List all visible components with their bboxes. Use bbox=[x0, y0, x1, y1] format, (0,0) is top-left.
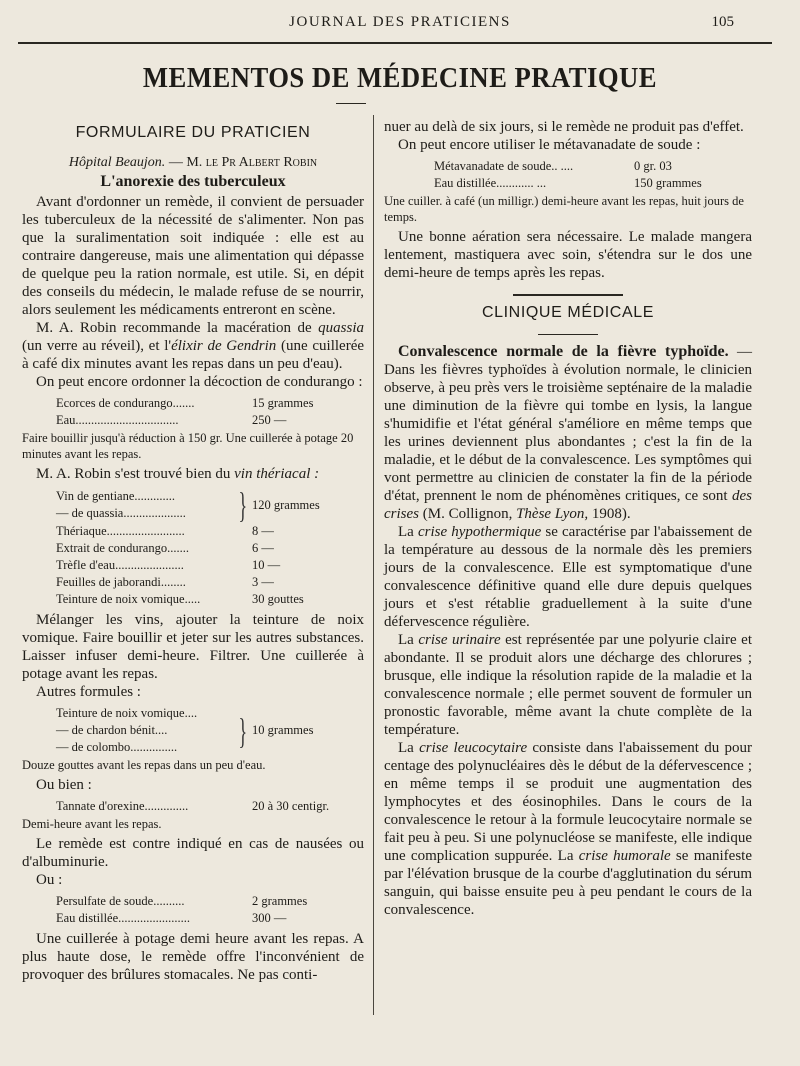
recipe-metavanadate bbox=[384, 158, 752, 225]
recipe-row: Ecorces de condurango....... 15 grammes bbox=[56, 396, 314, 410]
section-divider bbox=[513, 294, 623, 296]
recipe-row: Eau................................. 250 — bbox=[56, 413, 287, 427]
recipe-noix-vomique bbox=[22, 705, 364, 773]
page-header bbox=[0, 14, 800, 36]
recipe-row: Extrait de condurango....... 6 — bbox=[56, 541, 274, 555]
paragraph: Une bonne aération sera nécessaire. Le malade mangera lentement, mastiquera avec soin, s'étendra sur le dos une demi-heure de temps après les repas. bbox=[384, 229, 752, 281]
paragraph: La crise leucocytaire consiste dans l'abaissement du pour centage des polynucléaires dès le début de la défervescence ; en même temps il se produit une augmentation des lymphocytes et des éosinophiles. Dans le cours de la convalescence le retour à la formule leucocytaire normale se fait peu à peu. Si une polynucléose se manifeste, elle indique une complication suppurée. La crise humorale se manifeste par l'élévation brusque de la courbe d'agglutination du sérum sanguin, qui baisse ensuite peu à peu pendant le cours de la convalescence. bbox=[384, 740, 753, 918]
recipe-row: Trèfle d'eau...................... 10 — bbox=[56, 558, 281, 572]
article-source bbox=[22, 154, 364, 172]
recipe-row: Feuilles de jaborandi........ 3 — bbox=[56, 575, 274, 589]
recipe-note: Douze gouttes avant les repas dans un peu d'eau. bbox=[22, 758, 266, 772]
paragraph: La crise urinaire est représentée par une polyurie claire et abondante. Il se produit alors une décharge des chlorures ; brusque, elle indique la résolution rapide de la maladie et la convalescence normale ; elle permet souvent de formuler un pronostic favorable, même avant la chute complète de la température. bbox=[384, 632, 752, 738]
paragraph: On peut encore utiliser le métavanadate de soude : bbox=[398, 137, 701, 153]
column-separator bbox=[373, 115, 374, 1015]
paragraph: Convalescence normale de la fièvre typhoïde. — Dans les fièvres typhoïdes à évolution normale, le clinicien observe, à peu près vers le troisième septénaire de la maladie une diminution de la fièvre qui tombe en lysis, la langue s'humidifie et l'état général s'améliore en même temps que les urines deviennent plus abondantes ; c'est la fin de la maladie, et le début de la convalescence. Les symptômes qui vont permettre au clinicien de constater la fin de la période d'état, prennent le nom de phénomènes critiques, ce sont des crises (M. Collignon, Thèse Lyon, 1908). bbox=[384, 343, 752, 522]
paragraph: On peut encore ordonner la décoction de condurango : bbox=[36, 374, 363, 390]
recipe-row: Eau distillée....................... 300 — bbox=[56, 911, 287, 925]
header-rule bbox=[18, 42, 772, 44]
section-title-clinique: CLINIQUE MÉDICALE bbox=[481, 304, 654, 321]
section-divider-short bbox=[538, 334, 598, 335]
paragraph: Le remède est contre indiqué en cas de nausées ou d'albuminurie. bbox=[22, 836, 364, 870]
paragraph: Une cuillerée à potage demi heure avant les repas. A plus haute dose, le remède offre l'inconvénient de provoquer des brûlures stomacales. Ne pas conti- bbox=[22, 931, 364, 983]
recipe-condurango bbox=[22, 395, 364, 462]
recipe-row: Thériaque......................... 8 — bbox=[56, 524, 274, 538]
recipe-row: Métavanadate de soude.. .... 0 gr. 03 bbox=[434, 159, 672, 173]
main-title: MEMENTOS DE MÉDECINE PRATIQUE bbox=[142, 62, 658, 94]
brace-symbol: } bbox=[238, 710, 248, 751]
source-hospital: Hôpital Beaujon. bbox=[68, 155, 166, 170]
title-divider bbox=[336, 103, 366, 104]
paragraph: M. A. Robin recommande la macération de quassia (un verre au réveil), et l'élixir de Gendrin (une cuillerée à café dix minutes avant les repas dans un peu d'eau). bbox=[22, 320, 365, 372]
recipe-group: Teinture de noix vomique.... — de chardon bénit.... — de colombo............... } 10 grammes bbox=[56, 706, 314, 754]
recipe-persulfate bbox=[22, 893, 364, 927]
recipe-note: Une cuiller. à café (un milligr.) demi-heure avant les repas, huit jours de temps. bbox=[384, 194, 744, 224]
paragraph: Ou bien : bbox=[36, 777, 92, 793]
paragraph: nuer au delà de six jours, si le remède ne produit pas d'effet. bbox=[384, 119, 744, 135]
paragraph: Ou : bbox=[36, 872, 63, 888]
paragraph: Avant d'ordonner un remède, il convient de persuader les tuberculeux de la nécessité de s'alimenter. Non pas que la suralimentation soit indiquée : elle est au contraire dangereuse, mais une alimentation qui dépasse de quelque peu la ration normale, est utile. Si, en dépit des conseils du médecin, le malade refuse de se nourrir, alors seulement les médicaments entreront en scène. bbox=[22, 194, 364, 318]
page-number: 105 bbox=[711, 14, 734, 30]
recipe-row: Eau distillée............ ... 150 grammes bbox=[434, 176, 702, 190]
recipe-note: Demi-heure avant les repas. bbox=[22, 817, 162, 831]
source-author: — M. le Pr Albert Robin bbox=[165, 155, 318, 170]
recipe-row: Persulfate de soude.......... 2 grammes bbox=[56, 894, 308, 908]
recipe-orexine bbox=[22, 798, 364, 832]
paragraph: La crise hypothermique se caractérise par l'abaissement de la température au dessous de la normale dès les premiers jours de la convalescence. Elle est symptomatique d'une convalescence définitive quand elle dure depuis quelques jours et s'est rétablie graduellement à la suite d'une défervescence régulière. bbox=[384, 524, 753, 630]
recipe-row: Tannate d'orexine.............. 20 à 30 centigr. bbox=[56, 799, 330, 813]
running-head-journal-title: JOURNAL DES PRATICIENS bbox=[289, 14, 511, 30]
right-column bbox=[384, 118, 752, 919]
paragraph: M. A. Robin s'est trouvé bien du vin thériacal : bbox=[36, 466, 320, 482]
brace-symbol: } bbox=[238, 485, 248, 525]
paragraph: Autres formules : bbox=[36, 684, 141, 700]
article-title-convalescence: Convalescence normale de la fièvre typhoïde. bbox=[398, 343, 729, 360]
recipe-group: Vin de gentiane............. — de quassia.................... } 120 grammes bbox=[56, 485, 320, 525]
left-column bbox=[22, 118, 364, 984]
article-title-anorexie: L'anorexie des tuberculeux bbox=[100, 173, 286, 190]
paragraph: Mélanger les vins, ajouter la teinture de noix vomique. Faire bouillir et jeter sur les autres substances. Laisser infuser demi-heure. Filtrer. Une cuillerée à potage avant les repas. bbox=[22, 612, 364, 682]
recipe-vin-theriacal bbox=[22, 487, 364, 608]
recipe-note: Faire bouillir jusqu'à réduction à 150 gr. Une cuillerée à potage 20 minutes avant les repas. bbox=[22, 431, 354, 461]
section-title-formulaire: FORMULAIRE DU PRATICIEN bbox=[75, 124, 311, 141]
recipe-row: Teinture de noix vomique..... 30 gouttes bbox=[56, 592, 304, 606]
